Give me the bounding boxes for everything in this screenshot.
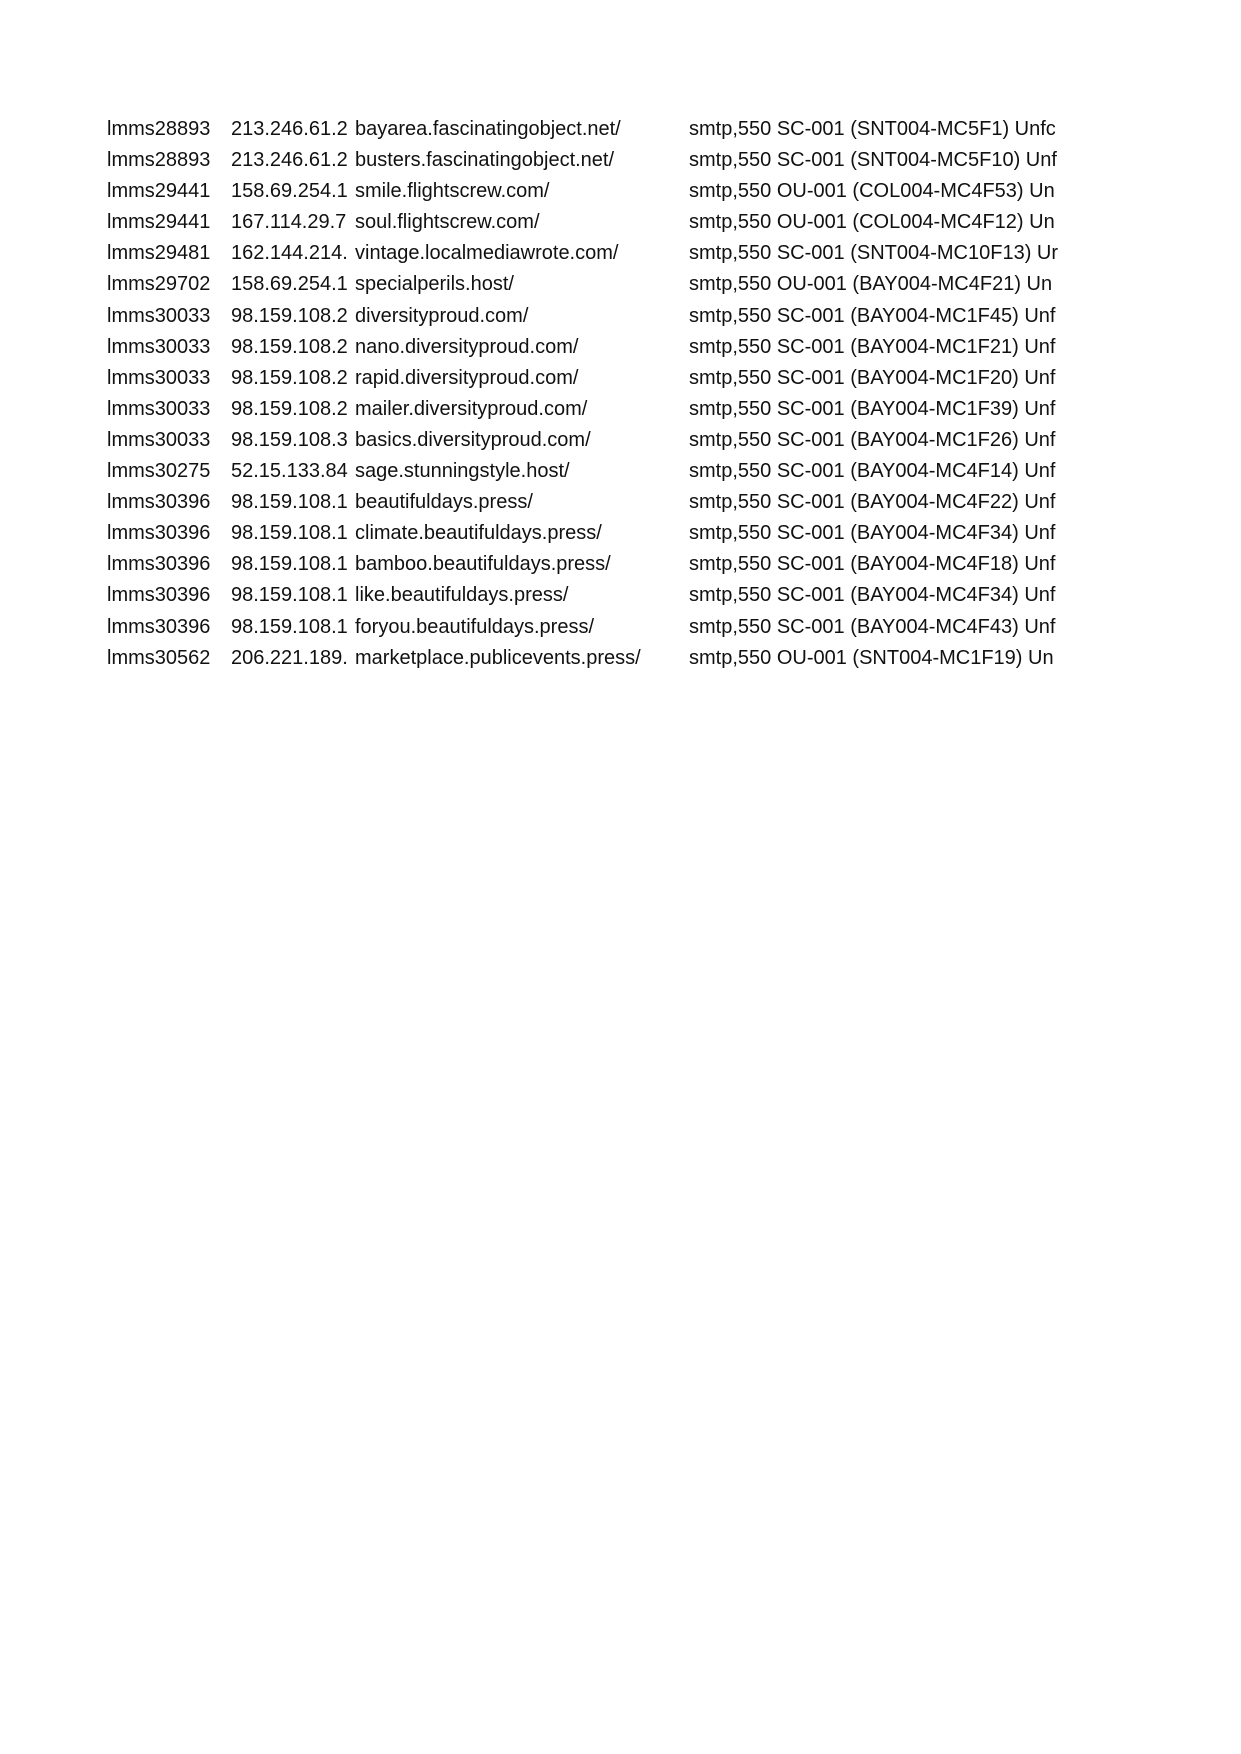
table-row	[107, 643, 1067, 674]
ip-cell: 98.159.108.1	[231, 584, 348, 607]
ip-cell: 213.246.61.2	[231, 149, 348, 172]
id-cell: lmms30396	[107, 491, 211, 514]
url-cell: climate.beautifuldays.press/	[355, 522, 602, 545]
url-cell: like.beautifuldays.press/	[355, 584, 569, 607]
table-row	[107, 580, 1067, 611]
table-row	[107, 269, 1067, 300]
id-cell: lmms29702	[107, 273, 211, 296]
id-cell: lmms30033	[107, 304, 211, 327]
smtp-cell: smtp,550 SC-001 (BAY004-MC1F26) Unf	[689, 428, 1056, 451]
url-cell: bamboo.beautifuldays.press/	[355, 553, 611, 576]
id-cell: lmms29441	[107, 211, 211, 234]
ip-cell: 98.159.108.2	[231, 335, 348, 358]
id-cell: lmms28893	[107, 118, 211, 140]
url-cell: mailer.diversityproud.com/	[355, 397, 588, 420]
url-cell: soul.flightscrew.com/	[355, 211, 540, 234]
table-row	[107, 425, 1067, 456]
id-cell: lmms29441	[107, 180, 211, 203]
url-cell: foryou.beautifuldays.press/	[355, 615, 595, 638]
ip-cell: 98.159.108.2	[231, 397, 348, 420]
ip-cell: 213.246.61.2	[231, 118, 348, 140]
table-row	[107, 518, 1067, 549]
id-cell: lmms30033	[107, 335, 211, 358]
table-row	[107, 549, 1067, 580]
id-cell: lmms30396	[107, 522, 211, 545]
table-row	[107, 207, 1067, 238]
table-row	[107, 114, 1067, 145]
url-cell: beautifuldays.press/	[355, 491, 533, 514]
smtp-cell: smtp,550 SC-001 (BAY004-MC4F14) Unf	[689, 460, 1056, 483]
smtp-cell: smtp,550 SC-001 (BAY004-MC1F20) Unf	[689, 366, 1056, 389]
id-cell: lmms28893	[107, 149, 211, 172]
table-row	[107, 487, 1067, 518]
smtp-cell: smtp,550 SC-001 (SNT004-MC5F10) Unf	[689, 149, 1057, 172]
url-cell: bayarea.fascinatingobject.net/	[355, 118, 621, 140]
url-cell: rapid.diversityproud.com/	[355, 366, 579, 389]
table-row	[107, 456, 1067, 487]
smtp-cell: smtp,550 SC-001 (BAY004-MC4F34) Unf	[689, 522, 1056, 545]
id-cell: lmms29481	[107, 242, 211, 265]
table-row	[107, 145, 1067, 176]
url-cell: vintage.localmediawrote.com/	[355, 242, 619, 265]
url-cell: marketplace.publicevents.press/	[355, 646, 641, 669]
ip-cell: 98.159.108.2	[231, 366, 348, 389]
ip-cell: 98.159.108.1	[231, 491, 348, 514]
id-cell: lmms30396	[107, 615, 211, 638]
id-cell: lmms30033	[107, 366, 211, 389]
table-row	[107, 363, 1067, 394]
ip-cell: 52.15.133.84	[231, 460, 348, 483]
smtp-cell: smtp,550 OU-001 (COL004-MC4F12) Un	[689, 211, 1055, 234]
ip-cell: 158.69.254.1	[231, 180, 348, 203]
smtp-cell: smtp,550 OU-001 (COL004-MC4F53) Un	[689, 180, 1055, 203]
id-cell: lmms30562	[107, 646, 211, 669]
smtp-cell: smtp,550 OU-001 (BAY004-MC4F21) Un	[689, 273, 1053, 296]
ip-cell: 167.114.29.7	[231, 211, 347, 234]
smtp-cell: smtp,550 SC-001 (BAY004-MC1F39) Unf	[689, 397, 1056, 420]
url-cell: specialperils.host/	[355, 273, 514, 296]
smtp-cell: smtp,550 SC-001 (BAY004-MC4F18) Unf	[689, 553, 1056, 576]
smtp-cell: smtp,550 SC-001 (BAY004-MC4F34) Unf	[689, 584, 1056, 607]
id-cell: lmms30033	[107, 428, 211, 451]
table-row	[107, 332, 1067, 363]
table-row	[107, 394, 1067, 425]
id-cell: lmms30275	[107, 460, 211, 483]
smtp-cell: smtp,550 SC-001 (BAY004-MC1F21) Unf	[689, 335, 1056, 358]
smtp-cell: smtp,550 SC-001 (BAY004-MC4F22) Unf	[689, 491, 1056, 514]
url-cell: smile.flightscrew.com/	[355, 180, 550, 203]
smtp-cell: smtp,550 SC-001 (SNT004-MC5F1) Unfc	[689, 118, 1056, 140]
ip-cell: 162.144.214.	[231, 242, 348, 265]
ip-cell: 98.159.108.1	[231, 553, 348, 576]
smtp-cell: smtp,550 SC-001 (SNT004-MC10F13) Ur	[689, 242, 1059, 265]
ip-cell: 158.69.254.1	[231, 273, 348, 296]
id-cell: lmms30396	[107, 553, 211, 576]
ip-cell: 98.159.108.2	[231, 304, 348, 327]
ip-cell: 98.159.108.3	[231, 428, 348, 451]
url-cell: nano.diversityproud.com/	[355, 335, 579, 358]
url-cell: basics.diversityproud.com/	[355, 428, 591, 451]
url-cell: sage.stunningstyle.host/	[355, 460, 570, 483]
data-table	[107, 114, 1067, 674]
id-cell: lmms30033	[107, 397, 211, 420]
table-row	[107, 612, 1067, 643]
ip-cell: 206.221.189.	[231, 646, 348, 669]
smtp-cell: smtp,550 SC-001 (BAY004-MC1F45) Unf	[689, 304, 1056, 327]
id-cell: lmms30396	[107, 584, 211, 607]
table-row	[107, 301, 1067, 332]
smtp-cell: smtp,550 OU-001 (SNT004-MC1F19) Un	[689, 646, 1054, 669]
url-cell: busters.fascinatingobject.net/	[355, 149, 615, 172]
smtp-cell: smtp,550 SC-001 (BAY004-MC4F43) Unf	[689, 615, 1056, 638]
ip-cell: 98.159.108.1	[231, 615, 348, 638]
url-cell: diversityproud.com/	[355, 304, 529, 327]
table-row	[107, 238, 1067, 269]
ip-cell: 98.159.108.1	[231, 522, 348, 545]
table-row	[107, 176, 1067, 207]
